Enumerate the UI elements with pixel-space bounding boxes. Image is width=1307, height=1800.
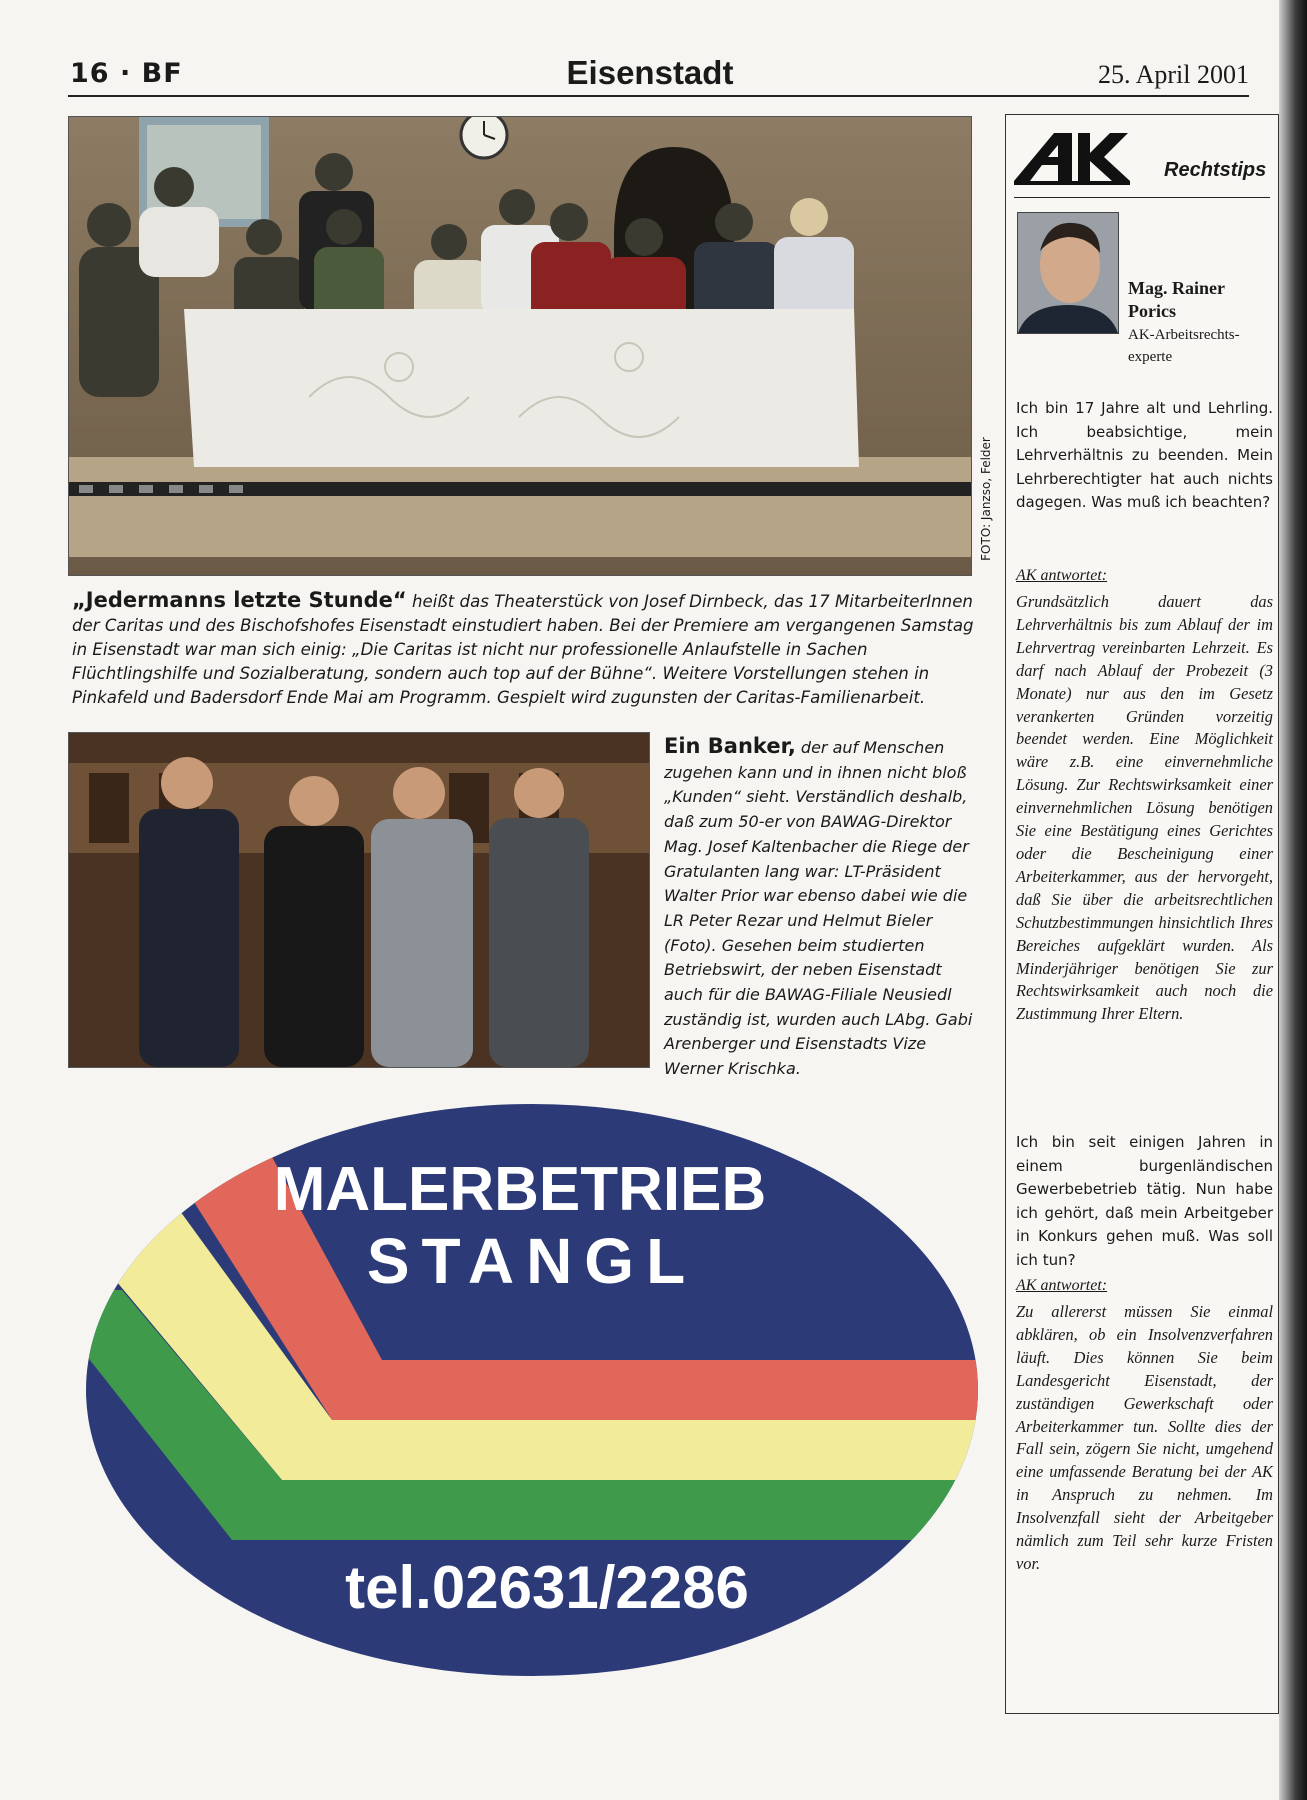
page-edge-shadow [1279, 0, 1307, 1800]
ad-phone: tel.02631/2286 [345, 1554, 749, 1621]
theatre-photo-image [69, 117, 971, 575]
sidebar-title: Rechtstips [1164, 159, 1267, 181]
portrait-image [1018, 213, 1118, 333]
theatre-caption [72, 588, 988, 710]
sidebar-rule [1014, 197, 1270, 198]
banker-caption-text: der auf Menschen zugehen kann und in ihnen nicht bloß „Kunden“ sieht. Verständlich deshalb, daß zum 50-er von BAWAG-Direktor Mag. Josef Kaltenbacher die Riege der Gratulanten lang war: LT-Präsident Walter Prior war ebenso dabei wie die LR Peter Rezar und Helmut Bieler (Foto). Gesehen beim studierten Betriebswirt, der neben Eisenstadt auch für die BAWAG-Filiale Neusiedl zuständig ist, wurden auch LAbg. Gabi Arenberger und Eisenstadts Vize Werner Krischka. [664, 738, 973, 1079]
painter-advertisement [82, 1100, 982, 1680]
banker-photo [68, 732, 650, 1068]
ad-company-line2: STANGL [366, 1225, 698, 1297]
page-number: 16 · BF [70, 58, 183, 89]
answer-2-heading: AK antwortet: [1016, 1277, 1108, 1294]
expert-portrait [1017, 212, 1119, 334]
banker-photo-image [69, 733, 649, 1067]
header-rule [68, 95, 1249, 97]
ak-legal-tips-sidebar [1005, 114, 1279, 1714]
question-1: Ich bin 17 Jahre alt und Lehrling. Ich beabsichtige, mein Lehrverhältnis zu beenden. Mein Lehrberechtigter hat auch nichts dagegen. Was muß ich beachten? [1016, 399, 1273, 511]
answer-1-heading: AK antwortet: [1016, 567, 1108, 584]
expert-name: Mag. Rainer Porics [1128, 278, 1225, 321]
theatre-caption-text: heißt das Theaterstück von Josef Dirnbeck, das 17 MitarbeiterInnen der Caritas und des Bischofshofes Eisenstadt einstudiert haben. Bei der Premiere am vergangenen Samstag in Eisenstadt war man sich einig: „Die Caritas ist nicht nur professionelle Anlaufstelle in Sachen Flüchtlingshilfe und Sozialberatung, sondern auch top auf der Bühne“. Weitere Vorstellungen stehen in Pinkafeld und Badersdorf Ende Mai am Programm. Gespielt wird zugunsten der Caritas-Familienarbeit. [72, 592, 974, 707]
section-title: Eisenstadt [566, 54, 734, 91]
answer-1: Grundsätzlich dauert das Lehrverhältnis bis zum Ablauf der im Lehrvertrag vereinbarten Lehrzeit. Es darf nach Ablauf der Probezeit (3 Monate) nur aus den im Gesetz verankerten Gründen vorzeitig beendet werden. Eine Möglichkeit wäre z.B. eine einvernehmliche Lösung. Zur Rechtswirksamkeit einer einvernehmlichen Lösung benötigen Sie eine Bestätigung eines Gerichtes oder die Bescheinigung einer Arbeiterkammer, aus der hervorgeht, daß Sie über die arbeitsrechtlichen Schutzbestimmungen hinsichtlich Ihres Bereiches aufgeklärt wurden. Als Minderjähriger benötigen Sie zur Rechtswirksamkeit auch noch die Zustimmung Ihrer Eltern. [1016, 592, 1273, 1024]
banker-caption-lead: Ein Banker, [664, 734, 796, 758]
theatre-photo [68, 116, 972, 576]
issue-date: 25. April 2001 [1098, 60, 1249, 89]
banker-caption [664, 734, 974, 1082]
ak-logo [1014, 129, 1134, 185]
expert-role: AK-Arbeitsrechts-experte [1128, 327, 1240, 365]
answer-2: Zu allererst müssen Sie einmal abklären, ob ein Insolvenzverfahren läuft. Dies können Sie beim Landesgericht Eisenstadt, der zuständigen Gewerkschaft oder Arbeiterkammer tun. Sollte dies der Fall sein, zögern Sie nicht, umgehend eine umfassende Beratung bei der AK in Anspruch zu nehmen. Im Insolvenzfall sieht der Arbeitgeber nämlich zum Teil sehr kurze Fristen vor. [1016, 1302, 1273, 1573]
photo-credit: FOTO: Janzso, Felder [979, 437, 993, 561]
advertisement-graphic [82, 1100, 982, 1680]
question-2: Ich bin seit einigen Jahren in einem burgenländischen Gewerbebetrieb tätig. Nun habe ich gehört, daß mein Arbeitgeber in Konkurs gehen muß. Was soll ich tun? [1016, 1133, 1273, 1269]
theatre-caption-lead: „Jedermanns letzte Stunde“ [72, 588, 407, 612]
ad-company-line1: MALERBETRIEB [273, 1155, 767, 1224]
